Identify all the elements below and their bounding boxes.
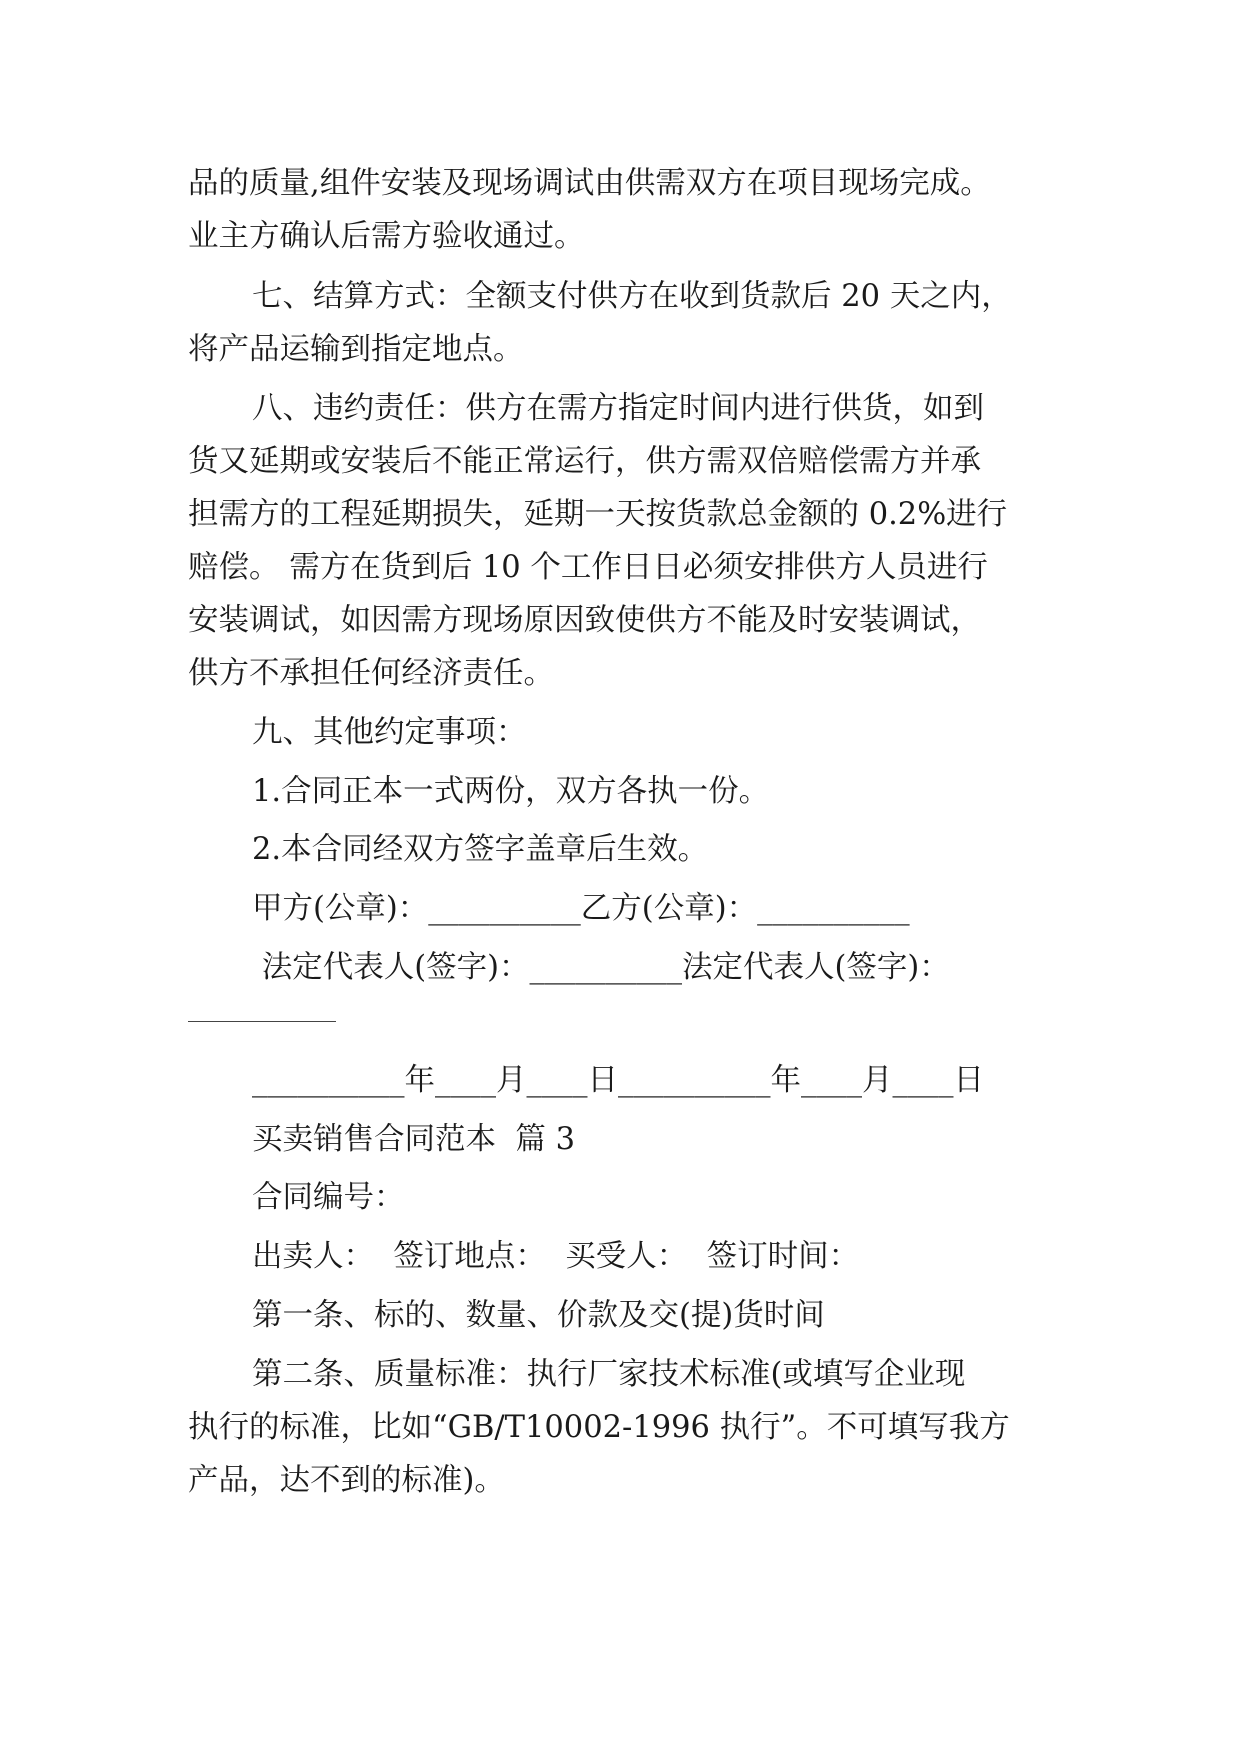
party-seal-line: 甲方(公章)：__________乙方(公章)：__________ (252, 891, 910, 926)
paragraph-line: 担需方的工程延期损失，延期一天按货款总金额的 0.2%进行 (188, 497, 1008, 532)
paragraph-line: 赔偿。 需方在货到后 10 个工作日日必须安排供方人员进行 (188, 550, 988, 585)
article-two: 第二条、质量标准：执行厂家技术标准(或填写企业现 (252, 1357, 966, 1392)
representative-signature-line: 法定代表人(签字)：__________法定代表人(签字)： (252, 950, 950, 985)
paragraph-line: 品的质量,组件安装及现场调试由供需双方在项目现场完成。 (188, 166, 991, 201)
breach-clause: 八、违约责任：供方在需方指定时间内进行供货，如到 (252, 391, 984, 426)
term-item: 2.本合同经双方签字盖章后生效。 (252, 832, 709, 867)
article-one: 第一条、标的、数量、价款及交(提)货时间 (252, 1298, 825, 1333)
paragraph-line: 业主方确认后需方验收通过。 (188, 219, 585, 254)
paragraph-line: 安装调试，如因需方现场原因致使供方不能及时安装调试， (188, 603, 981, 638)
section-title: 买卖销售合同范本 篇 3 (252, 1122, 575, 1157)
paragraph-line: 供方不承担任何经济责任。 (188, 656, 554, 691)
signature-blank (188, 1021, 336, 1022)
parties-line: 出卖人： 签订地点： 买受人： 签订时间： (252, 1239, 860, 1274)
paragraph-line: 将产品运输到指定地点。 (188, 332, 524, 367)
date-line: __________年____月____日__________年____月____日 (252, 1063, 984, 1098)
contract-number-label: 合同编号： (252, 1180, 405, 1215)
settlement-clause: 七、结算方式：全额支付供方在收到货款后 20 天之内， (252, 279, 1012, 314)
paragraph-line: 执行的标准，比如“GB/T10002-1996 执行”。不可填写我方 (188, 1410, 1010, 1445)
paragraph-line: 产品，达不到的标准)。 (188, 1463, 505, 1498)
term-item: 1.合同正本一式两份，双方各执一份。 (252, 774, 770, 809)
paragraph-line: 货又延期或安装后不能正常运行，供方需双倍赔偿需方并承 (188, 444, 981, 479)
other-terms-heading: 九、其他约定事项： (252, 715, 527, 750)
